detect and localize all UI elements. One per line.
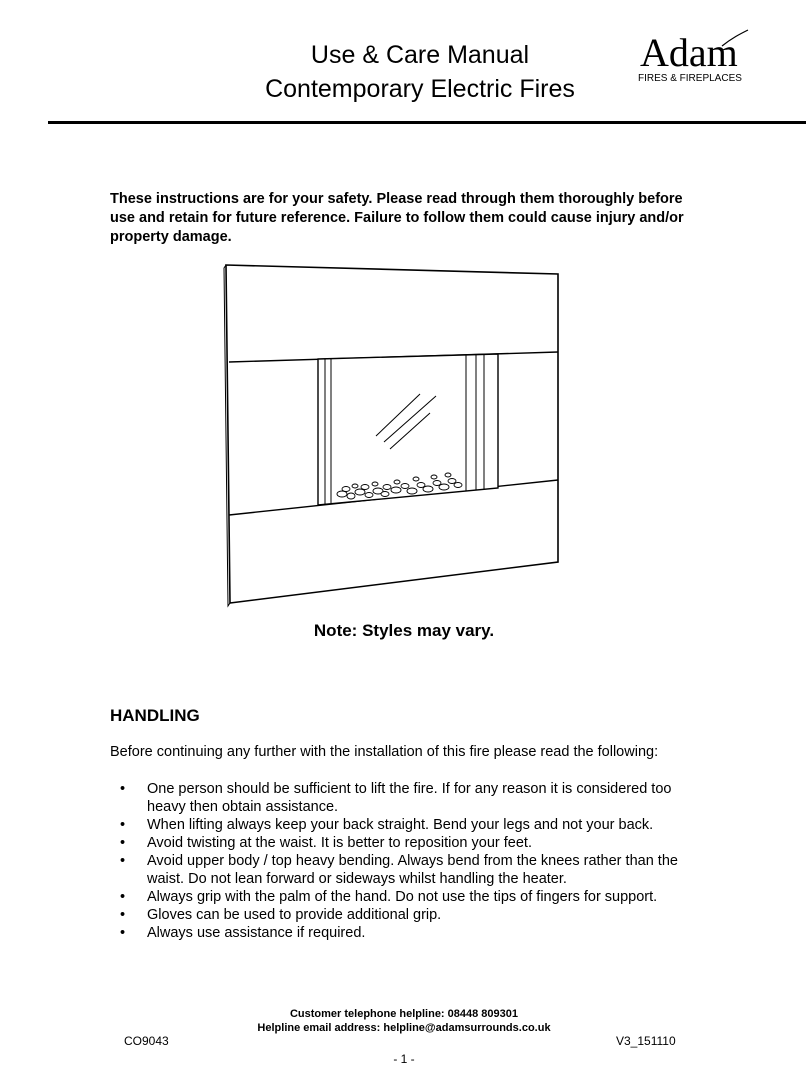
list-item <box>110 924 700 942</box>
handling-intro: Before continuing any further with the installation of this fire please read the following: <box>110 744 659 760</box>
page-number: - 1 - <box>393 1052 415 1066</box>
list-item <box>110 816 700 834</box>
list-item <box>110 852 700 888</box>
bullet-icon: • <box>120 907 126 923</box>
logo-wordmark: Adam <box>640 30 738 75</box>
list-item-text: Always grip with the palm of the hand. Do not use the tips of fingers for support. <box>147 889 658 905</box>
title-line-1: Use & Care Manual <box>310 41 530 69</box>
footer-helpline <box>0 1007 808 1035</box>
handling-heading: HANDLING <box>110 706 200 725</box>
bullet-icon: • <box>120 817 126 833</box>
list-item-text: Always use assistance if required. <box>147 925 366 941</box>
list-item-text: Gloves can be used to provide additional grip. <box>147 907 442 923</box>
helpline-email: Helpline email address: helpline@adamsurrounds.co.uk <box>257 1022 551 1034</box>
header-divider <box>48 121 806 124</box>
handling-list <box>110 780 700 942</box>
bullet-icon: • <box>120 925 126 941</box>
title-line-2: Contemporary Electric Fires <box>265 75 575 103</box>
figure-note: Note: Styles may vary. <box>313 621 495 640</box>
bullet-icon: • <box>120 889 126 905</box>
page-title <box>200 38 640 106</box>
adam-logo <box>630 28 760 88</box>
document-code: CO9043 <box>124 1034 169 1048</box>
list-item-text: Avoid twisting at the waist. It is better to reposition your feet. <box>147 835 532 851</box>
list-item-text: When lifting always keep your back straight. Bend your legs and not your back. <box>147 817 654 833</box>
document-version: V3_151110 <box>616 1034 676 1048</box>
bullet-icon: • <box>120 781 126 797</box>
list-item <box>110 906 700 924</box>
list-item <box>110 888 700 906</box>
electric-fire-illustration-icon <box>200 258 590 618</box>
list-item <box>110 780 700 816</box>
helpline-phone: Customer telephone helpline: 08448 809301 <box>289 1008 519 1020</box>
safety-notice: These instructions are for your safety. Please read through them thoroughly before use and retain for future reference. Failure to follow them could cause injury and/or property damage. <box>110 191 684 245</box>
list-item <box>110 834 700 852</box>
logo-tagline: FIRES & FIREPLACES <box>638 73 742 84</box>
list-item-text: One person should be sufficient to lift the fire. If for any reason it is considered too heavy then obtain assistance. <box>147 781 672 815</box>
bullet-icon: • <box>120 853 126 869</box>
list-item-text: Avoid upper body / top heavy bending. Always bend from the knees rather than the waist. Do not lean forward or sideways whilst handling the heater. <box>147 853 678 887</box>
bullet-icon: • <box>120 835 126 851</box>
